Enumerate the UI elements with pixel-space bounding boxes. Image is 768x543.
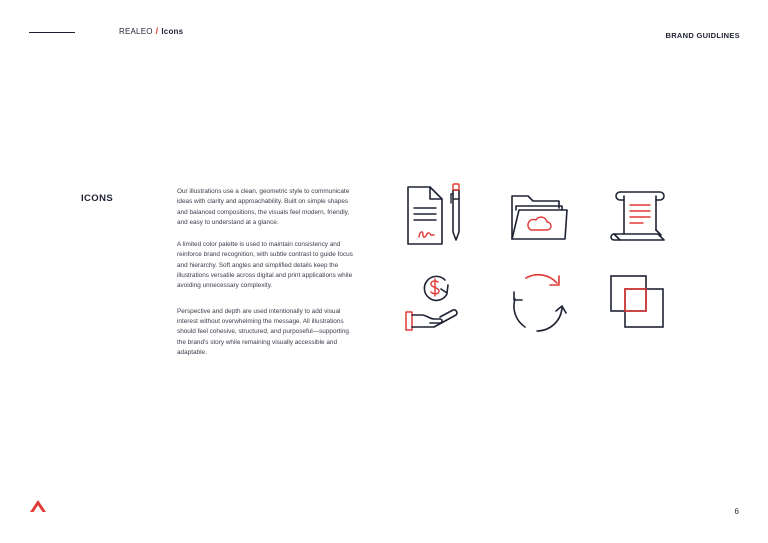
refresh-cycle-icon <box>499 270 579 340</box>
section-heading: ICONS <box>81 193 114 204</box>
folder-cloud-icon <box>499 182 579 252</box>
breadcrumb-separator: / <box>155 26 159 36</box>
brand-name: REALEO <box>119 27 153 36</box>
scroll-icon <box>599 182 679 252</box>
paragraph: Perspective and depth are used intentionally to add visual interest without overwhelming the message. All illustrations should feel cohesive, structured, and purposeful—supporting the brand's story while remaining visually accessible and adaptable. <box>177 307 349 356</box>
brand-logo-mark <box>30 499 46 511</box>
hand-money-icon <box>396 270 476 340</box>
paragraph: A limited color palette is used to maintain consistency and reinforce brand recognition, with subtle contrast to guide focus and hierarchy. Soft angles and simplified details keep the illustrations versatile across digital and print applications while avoiding unnecessary complexity. <box>177 241 353 290</box>
document-with-pen-icon <box>396 182 476 252</box>
breadcrumb <box>119 26 183 36</box>
body-text <box>177 187 355 370</box>
paragraph: Our illustrations use a clean, geometric style to communicate ideas with clarity and approachability. Built on simple shapes and balanced compositions, the visuals feel modern, friendly, and easy to understand at a glance. <box>177 188 350 226</box>
icon-grid <box>396 182 686 342</box>
section-name: Icons <box>161 27 184 36</box>
page-number: 6 <box>734 507 739 516</box>
document-title: BRAND GUIDLINES <box>665 31 740 40</box>
overlapping-squares-icon <box>599 270 679 340</box>
header-rule <box>29 32 75 33</box>
